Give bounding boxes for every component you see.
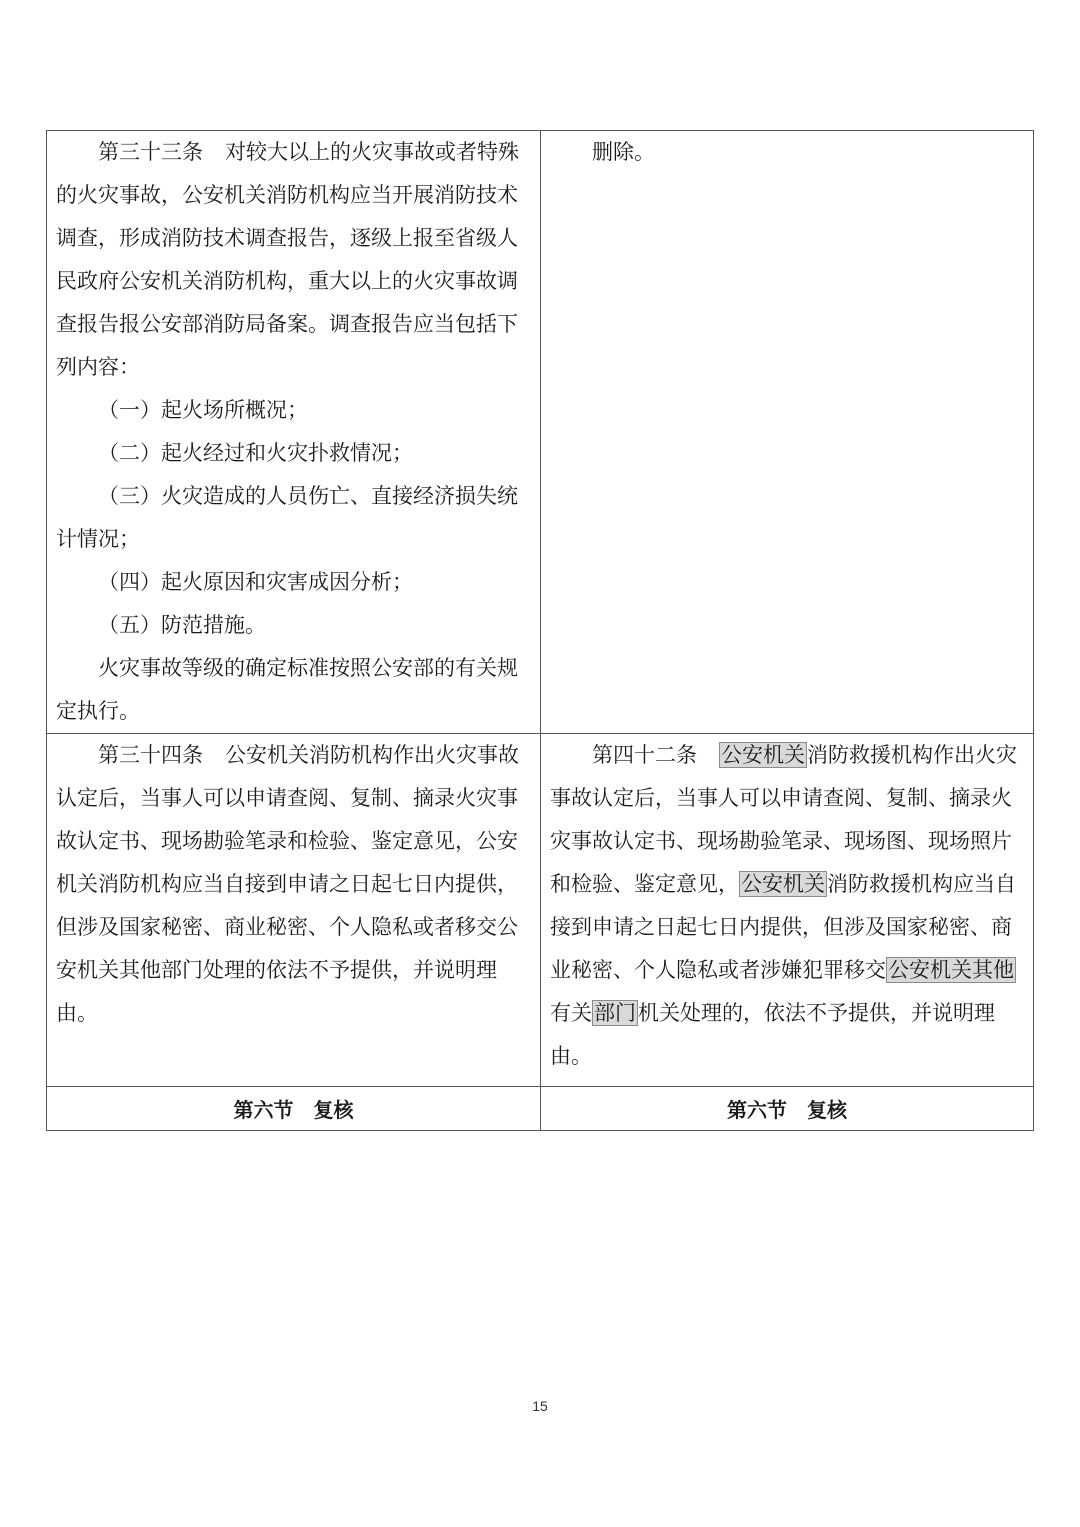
table-row — [47, 734, 1034, 1087]
article-number: 第三十四条 — [98, 743, 203, 767]
highlighted-change: 公安机关 — [721, 743, 805, 767]
highlighted-change: 公安机关 — [741, 872, 825, 896]
text-segment: 机关处理的，依法不予提供，并说明理由。 — [550, 1001, 995, 1068]
highlighted-change: 部门 — [594, 1001, 636, 1025]
deleted-note: 删除。 — [592, 140, 655, 164]
revised-article-42-cell — [541, 734, 1034, 1087]
revised-article-42-text — [550, 734, 1024, 1078]
text-segment: 消防救援机构作出火灾事故认定后，当事人可以申请查阅、复制、摘录火灾事故认定书、现场勘验笔录、现场图、现场照片和检验、鉴定意见， — [550, 743, 1017, 896]
paragraph — [56, 647, 531, 733]
paragraph — [56, 131, 531, 389]
original-article-33-cell — [47, 131, 541, 734]
page-number: 15 — [532, 1398, 548, 1414]
paragraph-text: 对较大以上的火灾事故或者特殊的火灾事故，公安机关消防机构应当开展消防技术调查，形成消防技术调查报告，逐级上报至省级人民政府公安机关消防机构，重大以上的火灾事故调查报告报公安部消防局备案。调查报告应当包括下列内容： — [56, 140, 519, 379]
paragraph — [56, 604, 531, 647]
section-heading-left: 第六节 复核 — [47, 1087, 541, 1131]
paragraph-text: （一）起火场所概况； — [98, 398, 308, 422]
paragraph-text: 火灾事故等级的确定标准按照公安部的有关规定执行。 — [56, 656, 518, 723]
article-number: 第四十二条 — [592, 743, 697, 767]
section-heading-right: 第六节 复核 — [541, 1087, 1034, 1131]
paragraph-text: （二）起火经过和火灾扑救情况； — [98, 441, 413, 465]
article-number: 第三十三条 — [98, 140, 203, 164]
original-article-33-text — [56, 131, 531, 733]
paragraph-text: （四）起火原因和灾害成因分析； — [98, 570, 413, 594]
text-segment: 有关 — [550, 1001, 592, 1025]
paragraph — [56, 389, 531, 432]
paragraph-text: （三）火灾造成的人员伤亡、直接经济损失统计情况； — [56, 484, 518, 551]
original-article-34-cell — [47, 734, 541, 1087]
article-body: 公安机关消防机构作出火灾事故认定后，当事人可以申请查阅、复制、摘录火灾事故认定书、现场勘验笔录和检验、鉴定意见，公安机关消防机构应当自接到申请之日起七日内提供，但涉及国家秘密、商业秘密、个人隐私或者移交公安机关其他部门处理的依法不予提供，并说明理由。 — [56, 743, 519, 1025]
paragraph — [56, 475, 531, 561]
paragraph — [56, 561, 531, 604]
revised-article-33-cell — [541, 131, 1034, 734]
original-article-34-text — [56, 734, 531, 1035]
paragraph-text: （五）防范措施。 — [98, 613, 266, 637]
highlighted-change: 公安机关其他 — [888, 958, 1014, 982]
paragraph — [56, 432, 531, 475]
text-segment: 消防救援机构应当自接到申请之日起七日内提供，但涉及国家秘密、商业秘密、个人隐私或者涉嫌犯罪移交 — [550, 872, 1016, 982]
comparison-table — [46, 130, 1034, 1131]
table-row — [47, 1087, 1034, 1131]
table-row — [47, 131, 1034, 734]
